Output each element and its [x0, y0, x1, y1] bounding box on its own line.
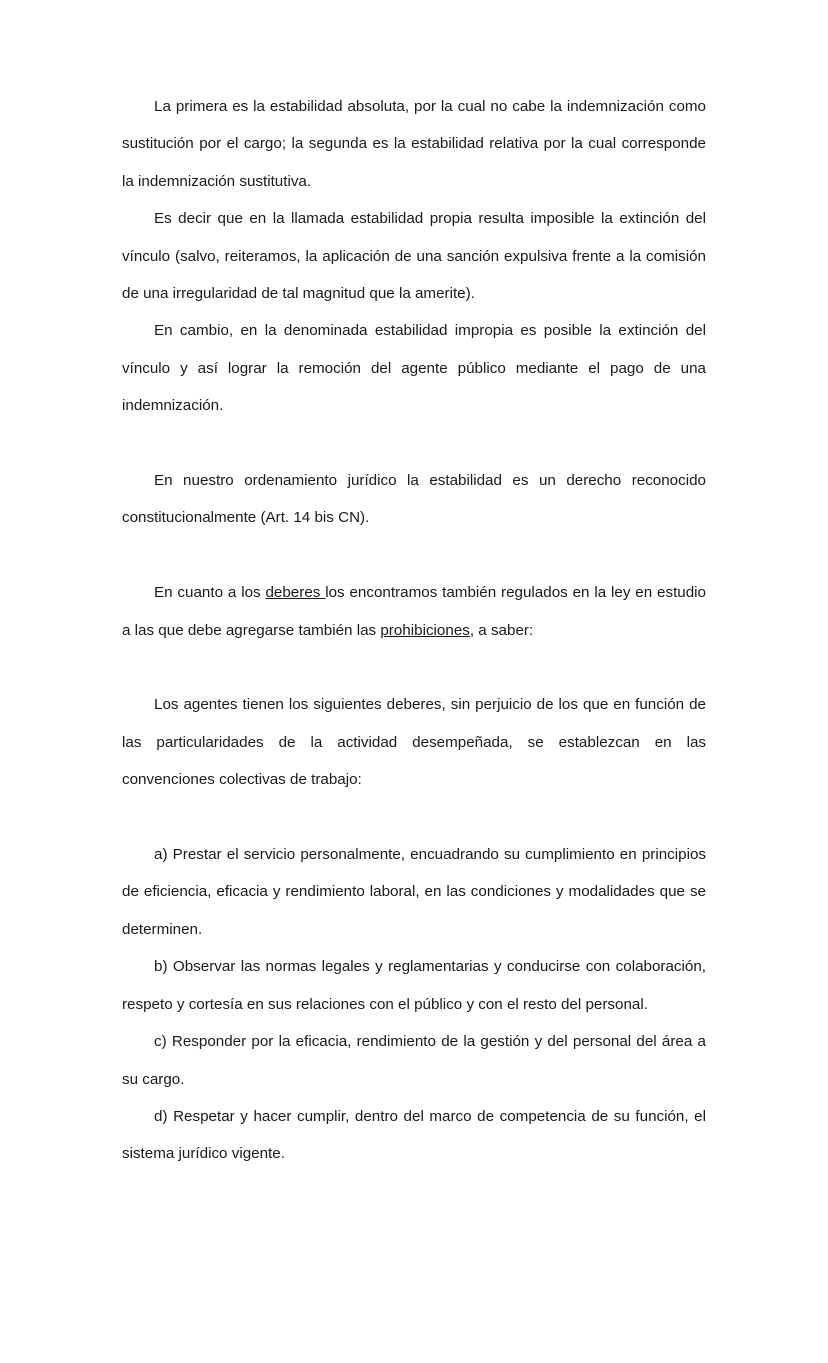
list-item-a: a) Prestar el servicio personalmente, encuadrando su cumplimiento en principios de eficiencia, eficacia y rendimiento laboral, en las condiciones y modalidades que se determinen. [122, 846, 706, 938]
paragraph-gap [122, 537, 706, 574]
paragraph-gap [122, 649, 706, 686]
prohibiciones-underlined: prohibiciones [380, 621, 470, 639]
list-item-c: c) Responder por la eficacia, rendimiento de la gestión y del personal del área a su cargo. [122, 1033, 706, 1088]
paragraph-deberes-intro [122, 574, 706, 649]
list-item-d: d) Respetar y hacer cumplir, dentro del marco de competencia de su función, el sistema jurídico vigente. [122, 1107, 706, 1163]
document-page [122, 88, 706, 1173]
paragraph-estabilidad-impropia: En cambio, en la denominada estabilidad impropia es posible la extinción del vínculo y así lograr la remoción del agente público mediante el pago de una indemnización. [122, 322, 706, 415]
paragraph-estabilidad-tipos: La primera es la estabilidad absoluta, por la cual no cabe la indemnización como sustitución por el cargo; la segunda es la estabilidad relativa por la cual corresponde la indemnización sustitutiva. [122, 98, 706, 190]
deberes-intro-text-3: , a saber: [469, 621, 534, 639]
paragraph-gap [122, 799, 706, 836]
list-item-b: b) Observar las normas legales y reglamentarias y conducirse con colaboración, respeto y cortesía en sus relaciones con el público y con el resto del personal. [122, 958, 706, 1013]
paragraph-estabilidad-propia: Es decir que en la llamada estabilidad propia resulta imposible la extinción del vínculo (salvo, reiteramos, la aplicación de una sanción expulsiva frente a la comisión de una irregularidad de tal magnitud que la amerite). [122, 210, 706, 303]
paragraph-ordenamiento: En nuestro ordenamiento jurídico la estabilidad es un derecho reconocido constitucionalmente (Art. 14 bis CN). [122, 472, 706, 527]
deberes-underlined: deberes [265, 584, 326, 602]
paragraph-agentes-deberes: Los agentes tienen los siguientes deberes, sin perjuicio de los que en función de las particularidades de la actividad desempeñada, se establezcan en las convenciones colectivas de trabajo: [122, 696, 706, 789]
deberes-intro-text-2: los encontramos también regulados en la ley en estudio a las que debe agregarse también las [122, 584, 707, 639]
deberes-intro-text-1: En cuanto a los [154, 584, 266, 602]
paragraph-gap [122, 425, 706, 462]
